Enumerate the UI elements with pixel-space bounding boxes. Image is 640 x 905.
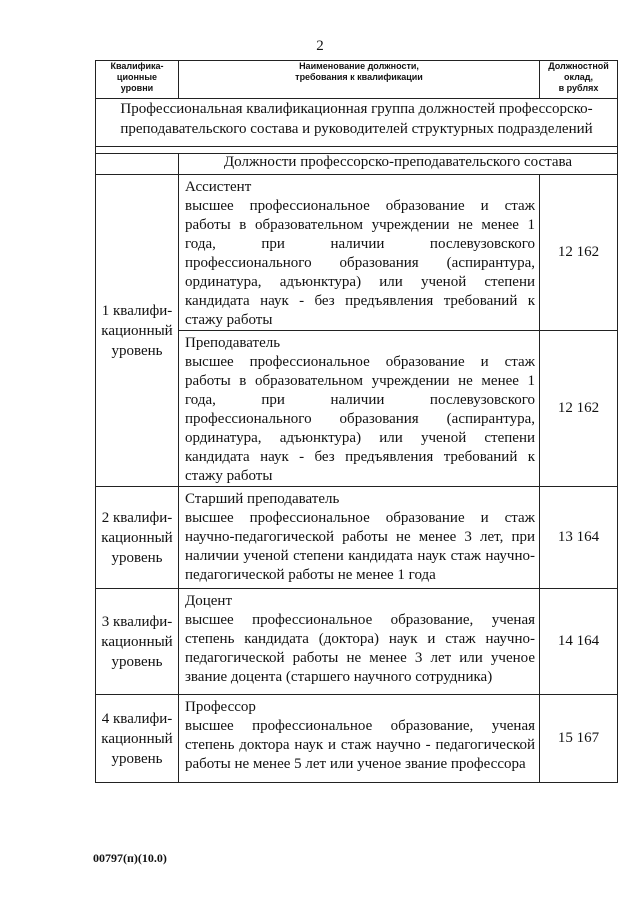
- section-title: Должности профессорско-преподавательского состава: [179, 154, 618, 175]
- position-cell: [179, 589, 540, 695]
- spacer-cell: [96, 147, 618, 154]
- page-number: 2: [316, 38, 324, 54]
- position-cell: [179, 331, 540, 487]
- level-3-cell: 3 квалифи- кационный уровень: [96, 589, 179, 695]
- header-salary: [540, 61, 618, 99]
- position-title: Преподаватель: [185, 335, 281, 351]
- level-1-cell: 1 квалифи- кационный уровень: [96, 175, 179, 487]
- position-requirements: высшее профессиональное образование, ученая степень доктора наук и стаж научно - педагогической работы не менее 5 лет или ученое звание профессора: [185, 718, 535, 772]
- position-cell: [179, 175, 540, 331]
- table-row: [96, 487, 618, 589]
- position-cell: [179, 487, 540, 589]
- position-title: Старший преподаватель: [185, 491, 340, 507]
- document-code: 00797(п)(10.0): [93, 851, 167, 865]
- header-salary-text: Должностной оклад, в рублях: [548, 61, 609, 93]
- position-cell: [179, 695, 540, 783]
- table-row: [96, 589, 618, 695]
- level-4-cell: 4 квалифи- кационный уровень: [96, 695, 179, 783]
- header-position-text: Наименование должности, требования к квалификации: [295, 61, 423, 82]
- group-title: Профессиональная квалификационная группа должностей профессорско-преподавательского состава и руководителей структурных подразделений: [96, 99, 618, 147]
- spacer-row: [96, 147, 618, 154]
- header-level-text: Квалифика- ционные уровни: [110, 61, 164, 93]
- position-title: Ассистент: [185, 179, 252, 195]
- header-position: [179, 61, 540, 99]
- table-header-row: [96, 61, 618, 99]
- position-title: Доцент: [185, 593, 232, 609]
- position-requirements: высшее профессиональное образование и стаж научно-педагогической работы не менее 3 лет, при наличии ученой степени кандидата наук стаж научно-педагогической работы не менее 1 года: [185, 510, 535, 583]
- level-2-cell: 2 квалифи- кационный уровень: [96, 487, 179, 589]
- salary-cell: 15 167: [540, 695, 618, 783]
- header-level: [96, 61, 179, 99]
- salary-table: [95, 60, 618, 783]
- position-requirements: высшее профессиональное образование и стаж работы в образовательном учреждении не менее 1 года, при наличии послевузовского профессионального образования (аспирантура, ординатура, адъюнктура) или ученой степени кандидата наук - без предъявления требований к стажу работы: [185, 354, 535, 484]
- table-row: [96, 695, 618, 783]
- salary-cell: 12 162: [540, 175, 618, 331]
- salary-cell: 12 162: [540, 331, 618, 487]
- section-title-empty-cell: [96, 154, 179, 175]
- section-title-row: [96, 154, 618, 175]
- salary-cell: 14 164: [540, 589, 618, 695]
- position-title: Профессор: [185, 699, 256, 715]
- salary-cell: 13 164: [540, 487, 618, 589]
- position-requirements: высшее профессиональное образование и стаж работы в образовательном учреждении не менее 1 года, при наличии послевузовского профессионального образования (аспирантура, ординатура, адъюнктура) или ученой степени кандидата наук - без предъявления требований к стажу работы: [185, 198, 535, 328]
- group-title-row: [96, 99, 618, 147]
- position-requirements: высшее профессиональное образование, ученая степень кандидата (доктора) наук и стаж научно-педагогической работы не менее 3 лет или ученое звание доцента (старшего научного сотрудника): [185, 612, 535, 685]
- table-row: [96, 175, 618, 331]
